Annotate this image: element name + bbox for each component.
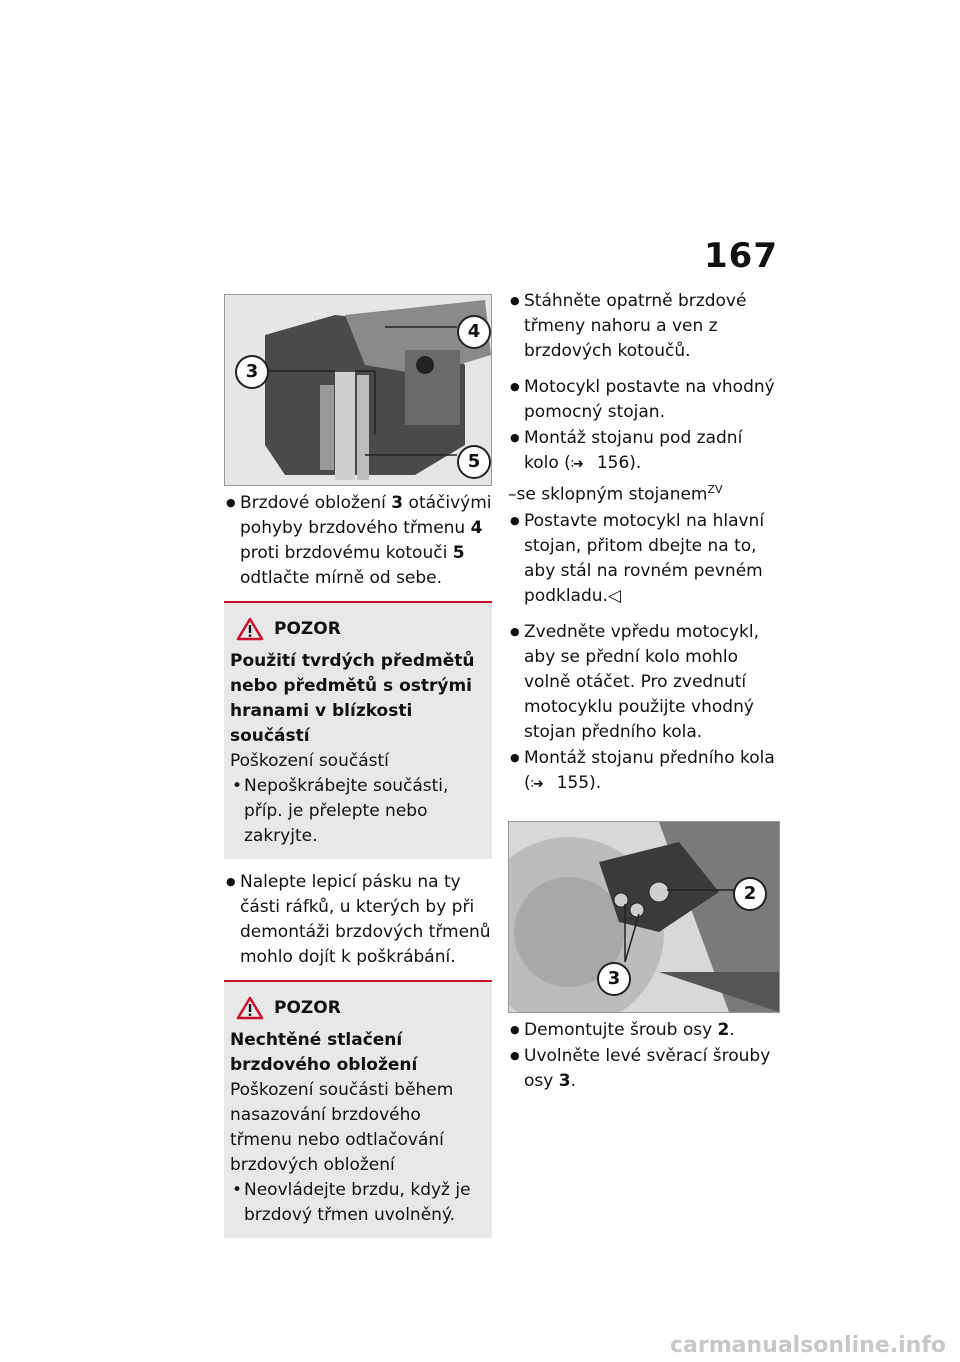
step-aux-stand: ● Motocykl postavte na vhodný pomocný stojan. — [508, 374, 780, 425]
front-axle-illustration — [509, 822, 779, 1012]
warning-bullet: • Neovládejte brzdu, když je brzdový třmen uvolněný. — [230, 1178, 486, 1228]
warning-label: POZOR — [274, 619, 341, 639]
warning-box-brake-compression — [224, 980, 492, 1238]
warning-bullet: • Nepoškrábejte součásti, příp. je přelepte nebo zakryjte. — [230, 774, 486, 849]
callout-5: 5 — [457, 445, 491, 479]
step-main-stand: ● Postavte motocykl na hlavní stojan, přitom dbejte na to, aby stál na rovném pevném podkladu.◁ — [508, 508, 780, 609]
callout-3: 3 — [597, 962, 631, 996]
page-number: 167 — [704, 236, 778, 276]
page-ref-arrow-icon: ∶➜ — [530, 776, 543, 792]
callout-3: 3 — [235, 355, 269, 389]
step-remove-axle-bolt: ● Demontujte šroub osy 2. — [508, 1017, 780, 1043]
page-ref-arrow-icon: ∶➜ — [570, 457, 583, 472]
right-column — [508, 288, 780, 1094]
step-lift-front: ● Zvedněte vpředu motocykl, aby se přední kolo mohlo volně otáčet. Pro zvednutí motocyklu použijte vhodný stojan předního kola. — [508, 619, 780, 745]
warning-title: Nechtěné stlačení brzdového obložení — [230, 1030, 418, 1075]
option-center-stand: –se sklopným stojanem$^{ZV}$ — [508, 483, 723, 505]
callout-4: 4 — [457, 315, 491, 349]
brake-caliper-illustration — [225, 295, 491, 485]
warning-triangle-icon — [236, 996, 264, 1020]
step-tape-rims: ● Nalepte lepicí pásku na ty části ráfků, u kterých by při demontáži brzdových třmenů mohlo dojít k poškrábání. — [224, 869, 492, 970]
warning-label: POZOR — [274, 998, 341, 1018]
step-rear-stand: ● Montáž stojanu pod zadní kolo (∶➜ 156). — [508, 425, 780, 477]
watermark-footer: carmanualsonline.info — [670, 1333, 946, 1358]
step-remove-calipers: ● Stáhněte opatrně brzdové třmeny nahoru a ven z brzdových kotoučů. — [508, 288, 780, 364]
warning-title: Použití tvrdých předmětů nebo předmětů s ostrými hranami v blízkosti součástí — [230, 651, 475, 746]
step-push-pads: ● Brzdové obložení 3 otáčivými pohyby brzdového třmenu 4 proti brzdovému kotouči 5 odtlačte mírně od sebe. — [224, 490, 492, 591]
warning-text: Poškození součástí — [230, 751, 389, 771]
step-loosen-clamp-bolts: ● Uvolněte levé svěrací šrouby osy 3. — [508, 1043, 780, 1094]
warning-triangle-icon — [236, 617, 264, 641]
warning-box-sharp-objects — [224, 601, 492, 859]
front-axle-figure — [508, 821, 780, 1013]
callout-2: 2 — [733, 877, 767, 911]
brake-caliper-figure — [224, 294, 492, 486]
step-front-stand: ● Montáž stojanu předního kola (∶➜ 155). — [508, 745, 780, 797]
left-column — [224, 294, 492, 1238]
warning-text: Poškození součásti během nasazování brzdového třmenu nebo odtlačování brzdových obložení — [230, 1080, 454, 1175]
